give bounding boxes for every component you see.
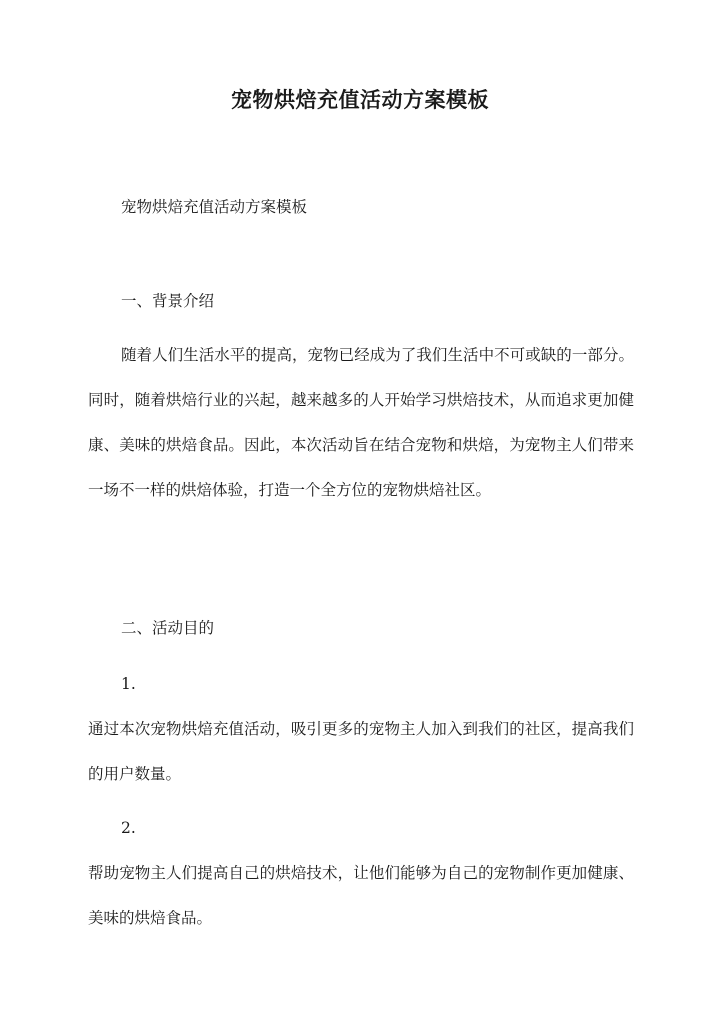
document-title: 宠物烘焙充值活动方案模板 <box>231 87 489 112</box>
list-item-text: 通过本次宠物烘焙充值活动，吸引更多的宠物主人加入到我们的社区，提高我们的用户数量。 <box>88 720 634 783</box>
list-item-number: 1. <box>121 675 136 693</box>
list-item-text: 帮助宠物主人们提高自己的烘焙技术，让他们能够为自己的宠物制作更加健康、美味的烘焙食品。 <box>88 864 634 927</box>
list-item-number: 2. <box>121 819 136 837</box>
section-heading-background: 一、背景介绍 <box>121 292 215 310</box>
background-paragraph: 随着人们生活水平的提高，宠物已经成为了我们生活中不可或缺的一部分。同时，随着烘焙行业的兴起，越来越多的人开始学习烘焙技术，从而追求更加健康、美味的烘焙食品。因此，本次活动旨在结合宠物和烘焙，为宠物主人们带来一场不一样的烘焙体验，打造一个全方位的宠物烘焙社区。 <box>88 346 634 499</box>
section-heading-purpose: 二、活动目的 <box>121 619 215 637</box>
document-subtitle: 宠物烘焙充值活动方案模板 <box>121 198 308 216</box>
